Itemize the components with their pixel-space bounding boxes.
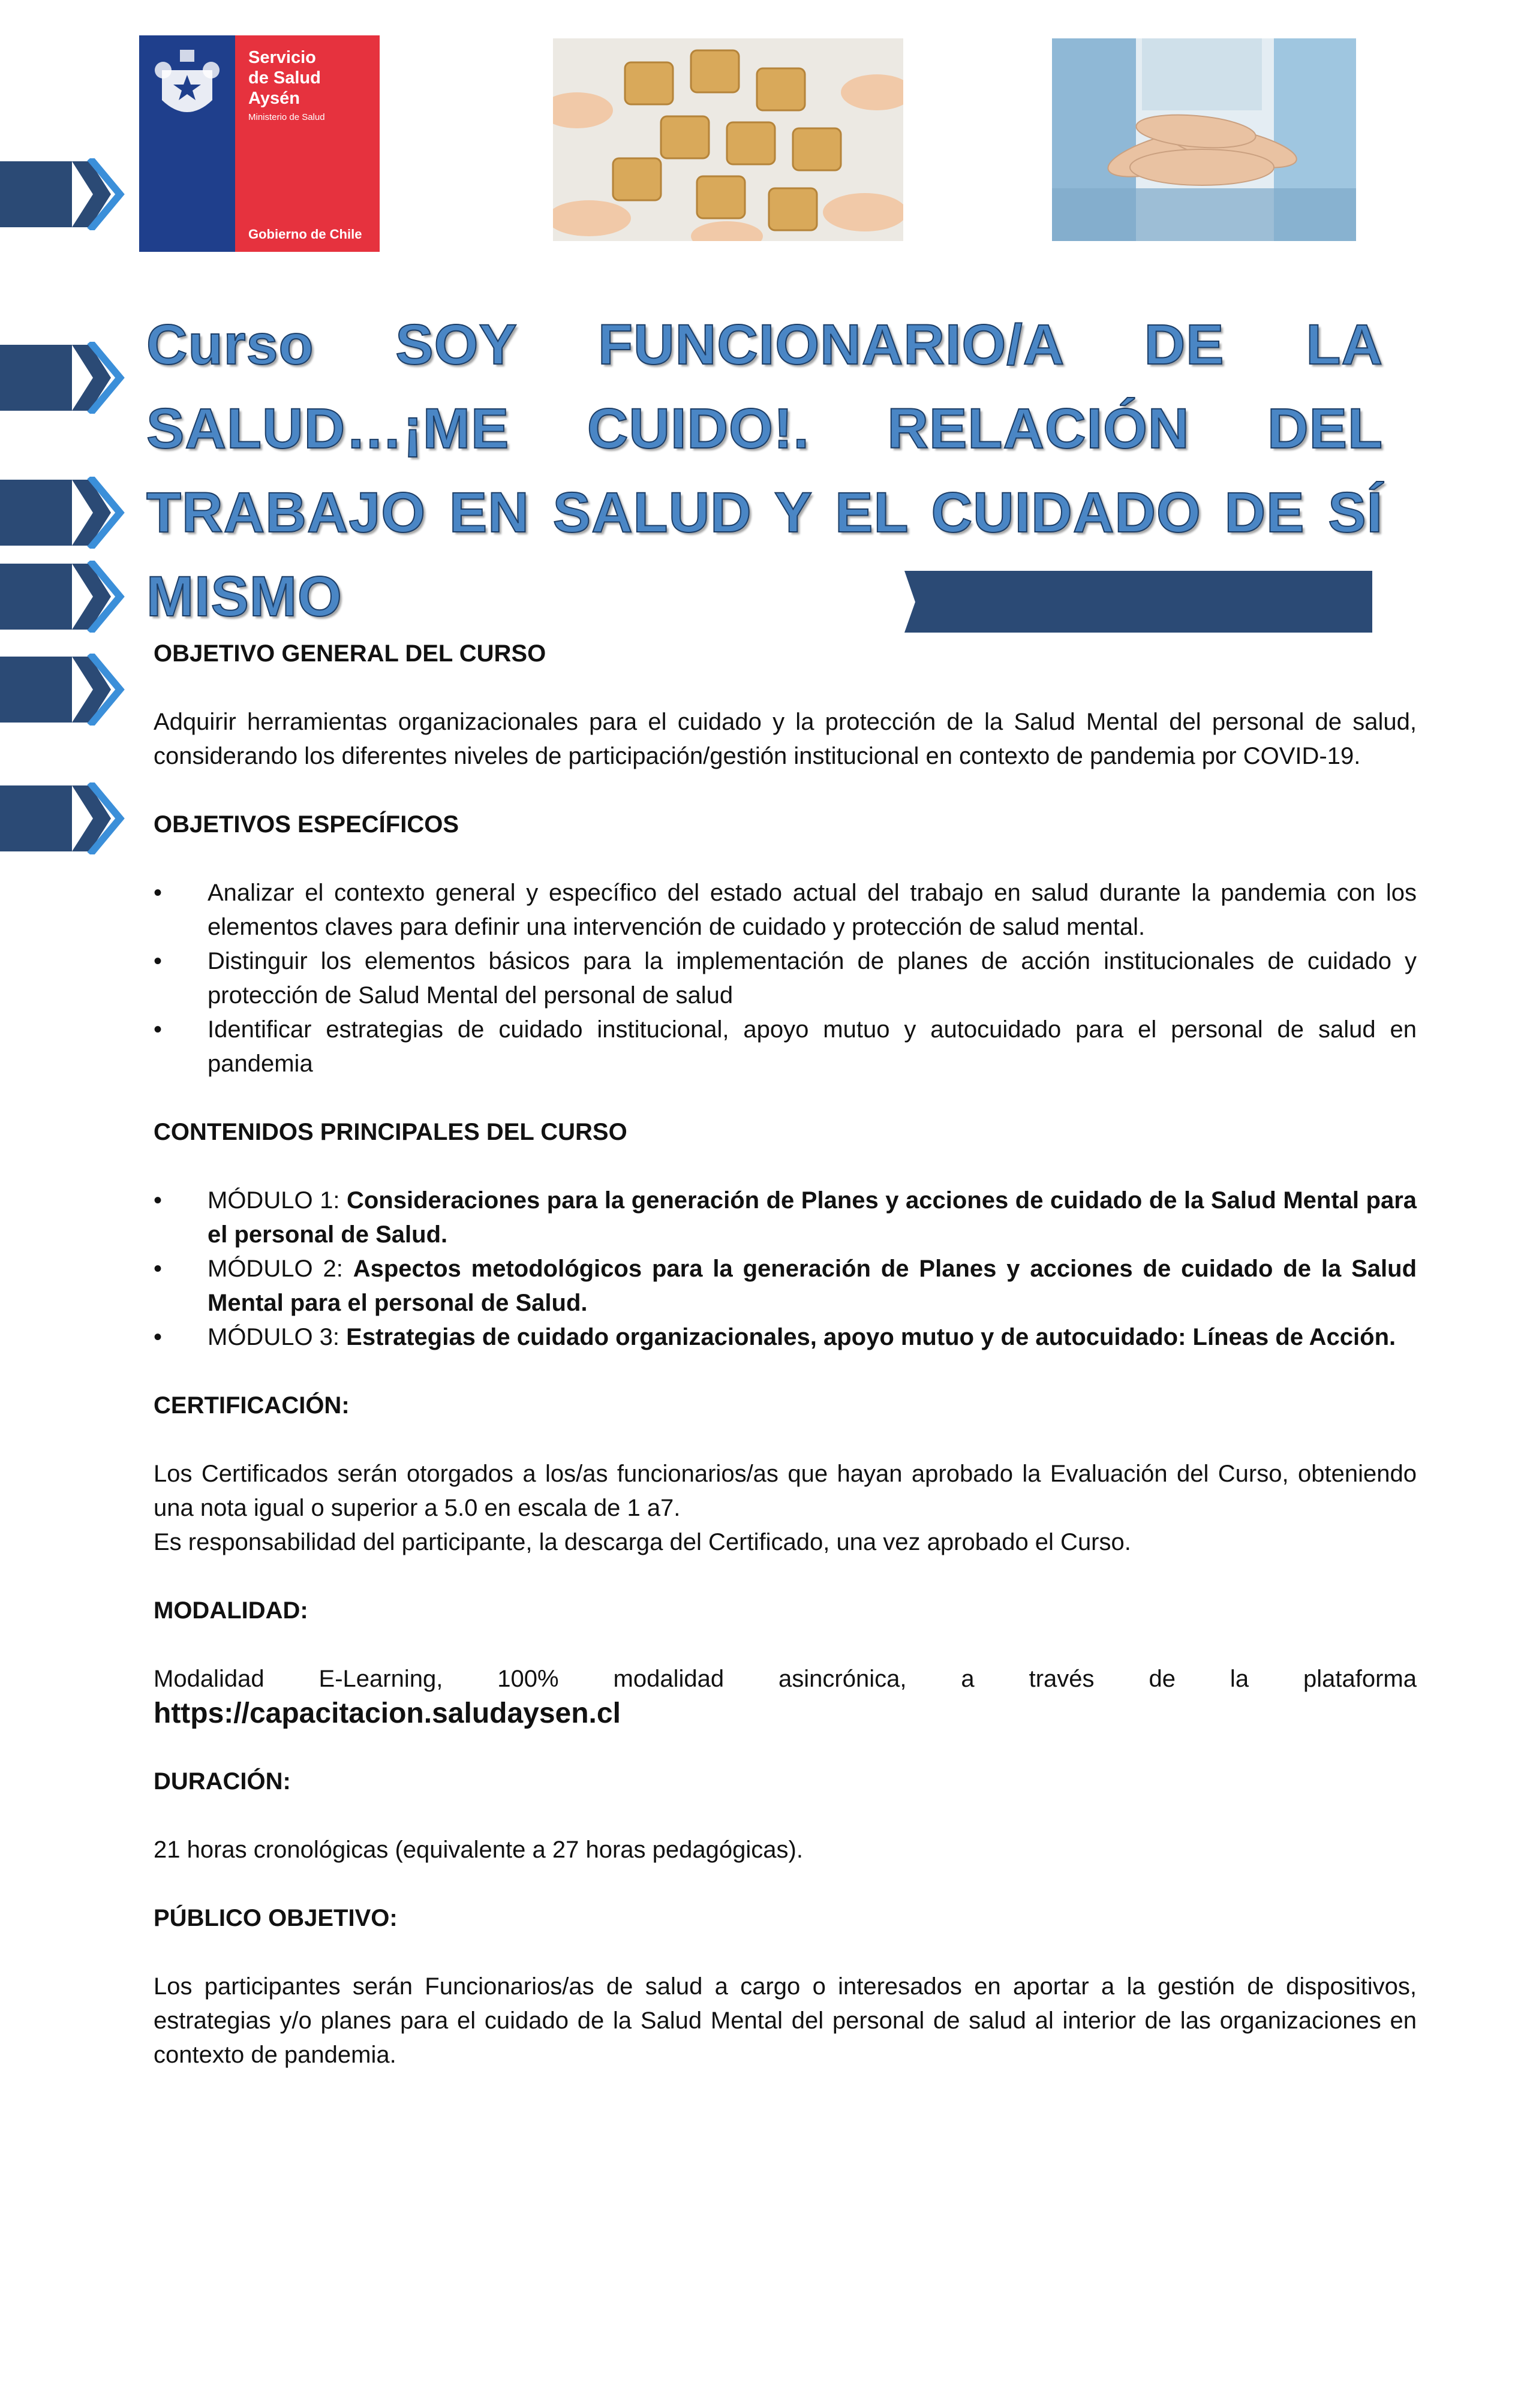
arrow-decoration-icon <box>0 561 126 633</box>
module-item <box>154 1252 1417 1320</box>
list-item: • Analizar el contexto general y específico del estado actual del trabajo en salud durante la pandemia con los elementos claves para definir una intervención de cuidado y protección de salud mental. <box>154 876 1417 944</box>
arrow-decoration-icon <box>0 158 126 230</box>
module-label: MÓDULO 3: <box>208 1324 347 1350</box>
certification-heading: CERTIFICACIÓN: <box>154 1392 350 1419</box>
duration-heading: DURACIÓN: <box>154 1768 291 1795</box>
module-item <box>154 1184 1417 1252</box>
module-label: MÓDULO 2: <box>208 1256 353 1282</box>
arrow-decoration-icon <box>0 477 126 549</box>
specific-objectives-heading: OBJETIVOS ESPECÍFICOS <box>154 811 459 838</box>
list-item: • Identificar estrategias de cuidado institucional, apoyo mutuo y autocuidado para el personal de salud en pandemia <box>154 1013 1417 1081</box>
module-item <box>154 1320 1417 1354</box>
modality-heading: MODALIDAD: <box>154 1597 308 1624</box>
certification-note: Es responsabilidad del participante, la descarga del Certificado, una vez aprobado el Curso. <box>154 1529 1131 1555</box>
team-hands-photo <box>1052 38 1356 241</box>
title-ribbon <box>904 571 1372 633</box>
servicio-salud-aysen-logo <box>139 35 380 252</box>
audience-heading: PÚBLICO OBJETIVO: <box>154 1905 398 1931</box>
duration-text: 21 horas cronológicas (equivalente a 27 horas pedagógicas). <box>154 1837 803 1863</box>
puzzle-hands-photo <box>553 38 903 241</box>
logo-line-2: de Salud <box>248 68 321 88</box>
logo-red-panel <box>235 35 380 252</box>
arrow-decoration-icon <box>0 782 126 854</box>
logo-blue-panel <box>139 35 235 252</box>
course-title: Curso SOY FUNCIONARIO/A DE LA SALUD…¡ME CUIDO!. RELACIÓN DEL TRABAJO EN SALUD Y EL CUIDADO DE SÍ MISMO <box>146 313 1383 628</box>
logo-government: Gobierno de Chile <box>248 227 362 242</box>
module-label: MÓDULO 1: <box>208 1187 347 1214</box>
logo-service-name <box>248 47 380 109</box>
arrow-decoration-icon <box>0 654 126 726</box>
logo-ministry: Ministerio de Salud <box>248 112 325 122</box>
coat-of-arms-icon <box>150 46 224 130</box>
audience-text: Los participantes serán Funcionarios/as de salud a cargo o interesados en aportar a la gestión de dispositivos, estrategias y/o planes para el cuidado de la Salud Mental del personal de salud al interior de las organizaciones en contexto de pandemia. <box>154 1973 1417 2068</box>
certification-text: Los Certificados serán otorgados a los/as funcionarios/as que hayan aprobado la Evaluación del Curso, obteniendo una nota igual o superior a 5.0 en escala de 1 a7. <box>154 1461 1417 1521</box>
platform-link[interactable]: https://capacitacion.saludaysen.cl <box>154 1697 621 1729</box>
module-text: Estrategias de cuidado organizacionales, apoyo mutuo y de autocuidado: Líneas de Acción. <box>346 1324 1396 1350</box>
course-content <box>154 637 1417 2072</box>
arrow-decoration-icon <box>0 342 126 414</box>
logo-line-1: Servicio <box>248 48 316 67</box>
list-item: • Distinguir los elementos básicos para la implementación de planes de acción institucionales de cuidado y protección de Salud Mental del personal de salud <box>154 944 1417 1013</box>
modality-text: Modalidad E-Learning, 100% modalidad asincrónica, a través de la plataforma <box>154 1666 1417 1692</box>
specific-objectives-list <box>154 876 1417 1081</box>
general-objective-text: Adquirir herramientas organizacionales para el cuidado y la protección de la Salud Mental del personal de salud, considerando los diferentes niveles de participación/gestión institucional en contexto de pandemia por COVID-19. <box>154 709 1417 769</box>
contents-heading: CONTENIDOS PRINCIPALES DEL CURSO <box>154 1119 627 1145</box>
logo-line-3: Aysén <box>248 89 300 108</box>
general-objective-heading: OBJETIVO GENERAL DEL CURSO <box>154 640 546 667</box>
module-text: Aspectos metodológicos para la generación de Planes y acciones de cuidado de la Salud Mental para el personal de Salud. <box>208 1256 1417 1316</box>
module-text: Consideraciones para la generación de Planes y acciones de cuidado de la Salud Mental para el personal de Salud. <box>208 1187 1417 1248</box>
modules-list <box>154 1184 1417 1354</box>
